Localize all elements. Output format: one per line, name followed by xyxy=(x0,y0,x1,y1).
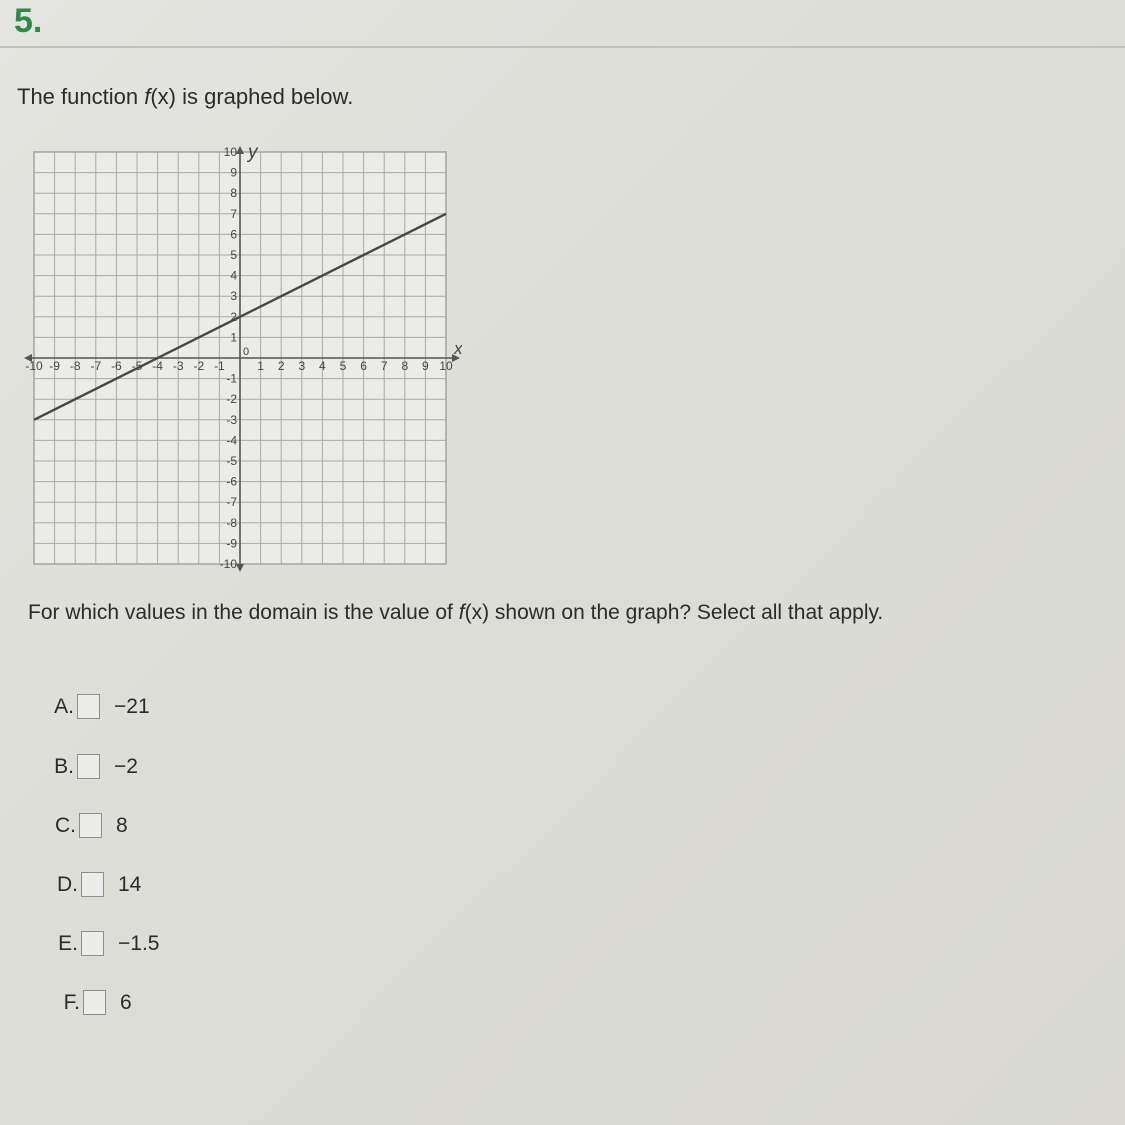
x-tick-label: 6 xyxy=(360,359,367,373)
checkbox[interactable] xyxy=(79,813,102,838)
option-letter: B. xyxy=(54,754,74,778)
x-tick-label: -1 xyxy=(214,359,225,373)
checkbox[interactable] xyxy=(81,931,104,956)
question-after: (x) shown on the graph? Select all that apply. xyxy=(464,601,884,624)
option-letter: A. xyxy=(54,694,74,718)
checkbox[interactable] xyxy=(83,990,106,1015)
x-tick-label: 7 xyxy=(380,359,388,373)
option-letter: E. xyxy=(58,931,78,955)
y-tick-label: -10 xyxy=(219,557,237,571)
x-tick-label: 4 xyxy=(319,359,326,373)
option-value: −2 xyxy=(114,754,138,778)
x-tick-label: -2 xyxy=(193,359,205,373)
y-tick-label: -6 xyxy=(226,474,237,489)
question-text xyxy=(28,601,883,625)
x-axis-label: x xyxy=(454,339,462,358)
option-c[interactable] xyxy=(46,813,128,838)
y-tick-label: -3 xyxy=(226,412,237,427)
y-tick-label: -5 xyxy=(226,454,237,468)
y-tick-label: -1 xyxy=(226,371,237,386)
checkbox[interactable] xyxy=(81,872,104,897)
option-letter: D. xyxy=(57,872,78,896)
option-value: −21 xyxy=(114,694,150,718)
prompt-text xyxy=(17,84,353,110)
y-axis-arrow-bottom xyxy=(236,564,244,572)
y-tick-label: -7 xyxy=(226,495,237,510)
option-letter: C. xyxy=(55,813,76,837)
x-tick-label: 8 xyxy=(401,359,409,373)
question-number: 5. xyxy=(14,2,43,40)
y-tick-label: 1 xyxy=(230,330,237,345)
y-tick-label: 10 xyxy=(223,145,237,159)
checkbox[interactable] xyxy=(77,754,100,779)
x-tick-label: -6 xyxy=(111,359,122,373)
x-tick-label: 10 xyxy=(439,359,453,373)
y-tick-label: 3 xyxy=(230,289,237,304)
y-tick-label: 5 xyxy=(230,248,237,262)
y-axis-arrow xyxy=(236,146,244,154)
y-axis-label: y xyxy=(248,142,258,163)
option-e[interactable] xyxy=(48,931,159,956)
x-tick-label: -4 xyxy=(152,359,163,373)
y-tick-label: 4 xyxy=(230,268,237,283)
y-tick-label: 2 xyxy=(230,309,237,324)
checkbox[interactable] xyxy=(77,694,100,719)
option-value: 14 xyxy=(118,872,142,896)
x-tick-label: 5 xyxy=(339,359,347,373)
option-d[interactable] xyxy=(48,872,141,897)
y-tick-label: 7 xyxy=(230,206,237,221)
y-tick-label: -4 xyxy=(226,433,237,448)
y-tick-label: -2 xyxy=(226,392,237,407)
x-tick-label: -9 xyxy=(49,359,60,373)
question-function-name: f xyxy=(458,601,465,624)
x-tick-label: 2 xyxy=(277,359,285,373)
function-graph xyxy=(22,138,462,578)
prompt-after: (x) is graphed below. xyxy=(150,84,354,109)
x-tick-label: -5 xyxy=(131,359,143,373)
prompt-before: The function xyxy=(17,84,145,109)
x-tick-label: -7 xyxy=(90,359,102,373)
x-tick-label: 3 xyxy=(298,359,306,373)
prompt-function-name: f xyxy=(144,84,151,109)
question-before: For which values in the domain is the value of xyxy=(28,601,459,624)
y-tick-label: 9 xyxy=(230,165,237,180)
header-divider xyxy=(0,46,1125,48)
y-tick-label: 6 xyxy=(230,227,237,242)
x-tick-label: 1 xyxy=(257,359,264,373)
option-letter: F. xyxy=(63,990,80,1014)
origin-label: 0 xyxy=(243,346,250,358)
y-tick-label: 8 xyxy=(230,186,237,201)
y-tick-label: -9 xyxy=(226,536,237,551)
option-value: −1.5 xyxy=(118,931,160,955)
option-a[interactable] xyxy=(44,694,150,719)
option-b[interactable] xyxy=(44,754,138,779)
option-f[interactable] xyxy=(50,990,132,1015)
option-value: 6 xyxy=(120,990,132,1014)
x-tick-label: 9 xyxy=(422,359,429,373)
x-tick-label: -8 xyxy=(69,359,81,373)
x-tick-label: -10 xyxy=(25,359,43,373)
y-tick-label: -8 xyxy=(226,515,237,530)
x-tick-label: -3 xyxy=(172,359,184,373)
option-value: 8 xyxy=(116,813,128,837)
